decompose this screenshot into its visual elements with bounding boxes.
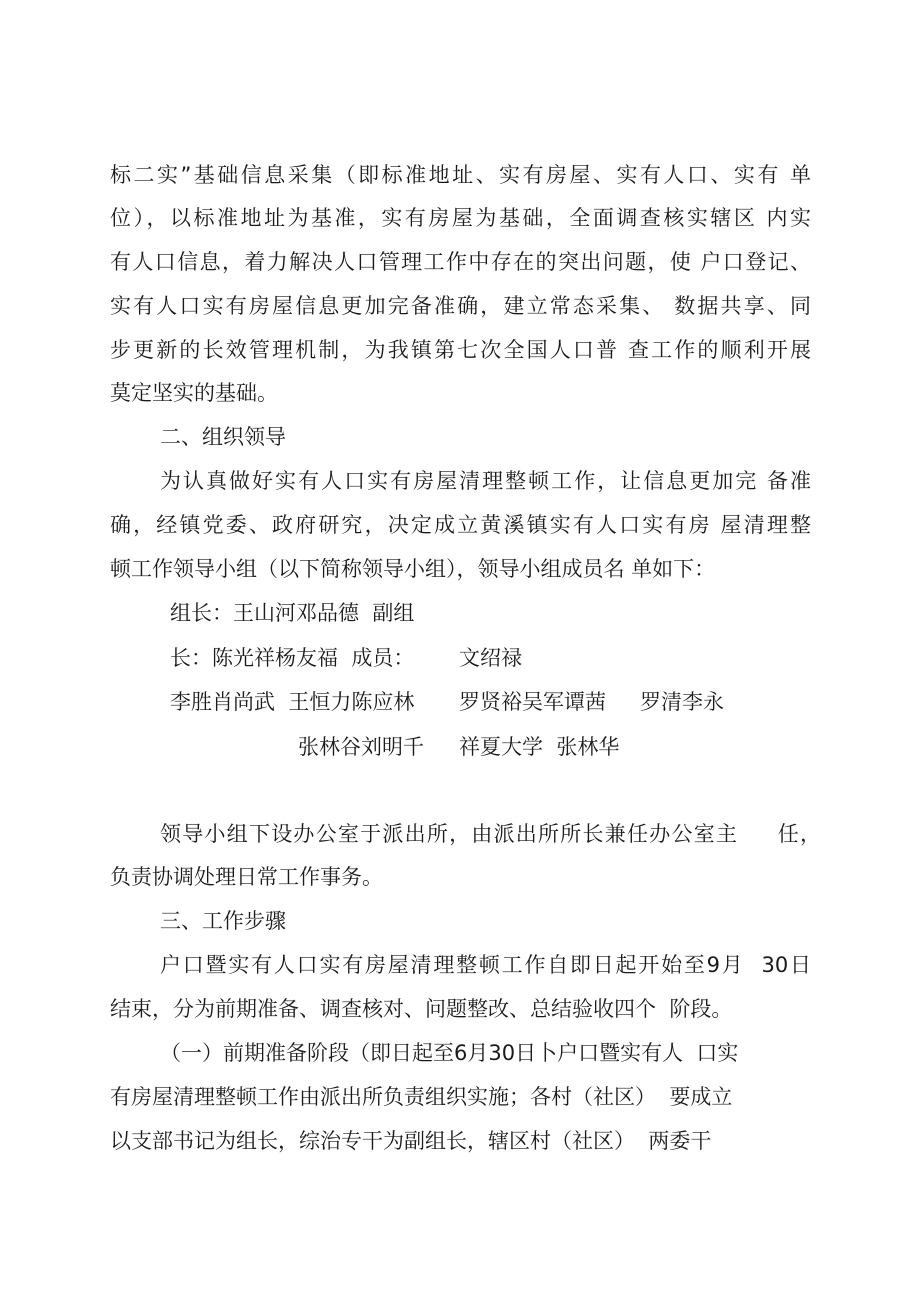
paragraph-1-line-3: 有人口信息，着力解决人口管理工作中存在的突出问题，使 户口登记、 xyxy=(110,250,811,274)
section-heading-work-steps: 三、工作步骤 xyxy=(160,909,286,933)
paragraph-1-line-2: 位），以标准地址为基准，实有房屋为基础，全面调查核实辖区 内实 xyxy=(110,206,811,230)
member-line-2a: 长：陈光祥杨友福 成员： xyxy=(170,646,415,670)
paragraph-4-line-2: 结束，分为前期准备、调查核对、问题整改、总结验收四个 阶段。 xyxy=(110,997,733,1021)
paragraph-2-line-3: 顿工作领导小组（以下简称领导小组），领导小组成员名 单如下： xyxy=(110,557,716,581)
member-line-2b: 文绍禄 xyxy=(459,646,522,670)
paragraph-5-line-1: （一）前期准备阶段（即日起至6月30日卜户口暨实有人 口实 xyxy=(160,1041,739,1065)
paragraph-3-line-1: 领导小组下设办公室于派出所，由派出所所长兼任办公室主 任， xyxy=(160,822,821,846)
paragraph-4-line-1: 户口暨实有人口实有房屋清理整顿工作自即日起开始至9月 30日 xyxy=(160,953,811,977)
paragraph-3-line-2: 负责协调处理日常工作事务。 xyxy=(110,865,383,889)
member-line-4b: 祥夏大学 张林华 xyxy=(459,735,620,759)
paragraph-2-line-1: 为认真做好实有人口实有房屋清理整顿工作，让信息更加完 备准 xyxy=(160,469,811,493)
paragraph-5-line-2: 有房屋清理整顿工作由派出所负责组织实施；各村（社区） 要成立 xyxy=(110,1085,733,1109)
member-line-3b: 罗贤裕吴军谭茜 xyxy=(459,690,606,714)
member-line-4a: 张林谷刘明千 xyxy=(298,735,424,759)
member-line-3c: 罗清李永 xyxy=(640,690,724,714)
paragraph-1-line-4: 实有人口实有房屋信息更加完备准确，建立常态采集、 数据共享、同 xyxy=(110,294,811,318)
paragraph-1-line-6: 莫定坚实的基础。 xyxy=(110,381,278,405)
section-heading-organization: 二、组织领导 xyxy=(160,425,286,449)
paragraph-1-line-1: 标二实”基础信息采集（即标准地址、实有房屋、实有人口、实有 单 xyxy=(110,163,811,187)
member-line-3a: 李胜肖尚武 王恒力陈应林 xyxy=(170,690,415,714)
paragraph-2-line-2: 确，经镇党委、政府研究，决定成立黄溪镇实有人口实有房 屋清理整 xyxy=(110,513,811,537)
paragraph-1-line-5: 步更新的长效管理机制，为我镇第七次全国人口普 查工作的顺利开展 xyxy=(110,338,811,362)
paragraph-5-line-3: 以支部书记为组长，综治专干为副组长，辖区村（社区） 两委干 xyxy=(110,1129,712,1153)
member-line-1: 组长：王山河邓品德 副组 xyxy=(170,601,415,625)
